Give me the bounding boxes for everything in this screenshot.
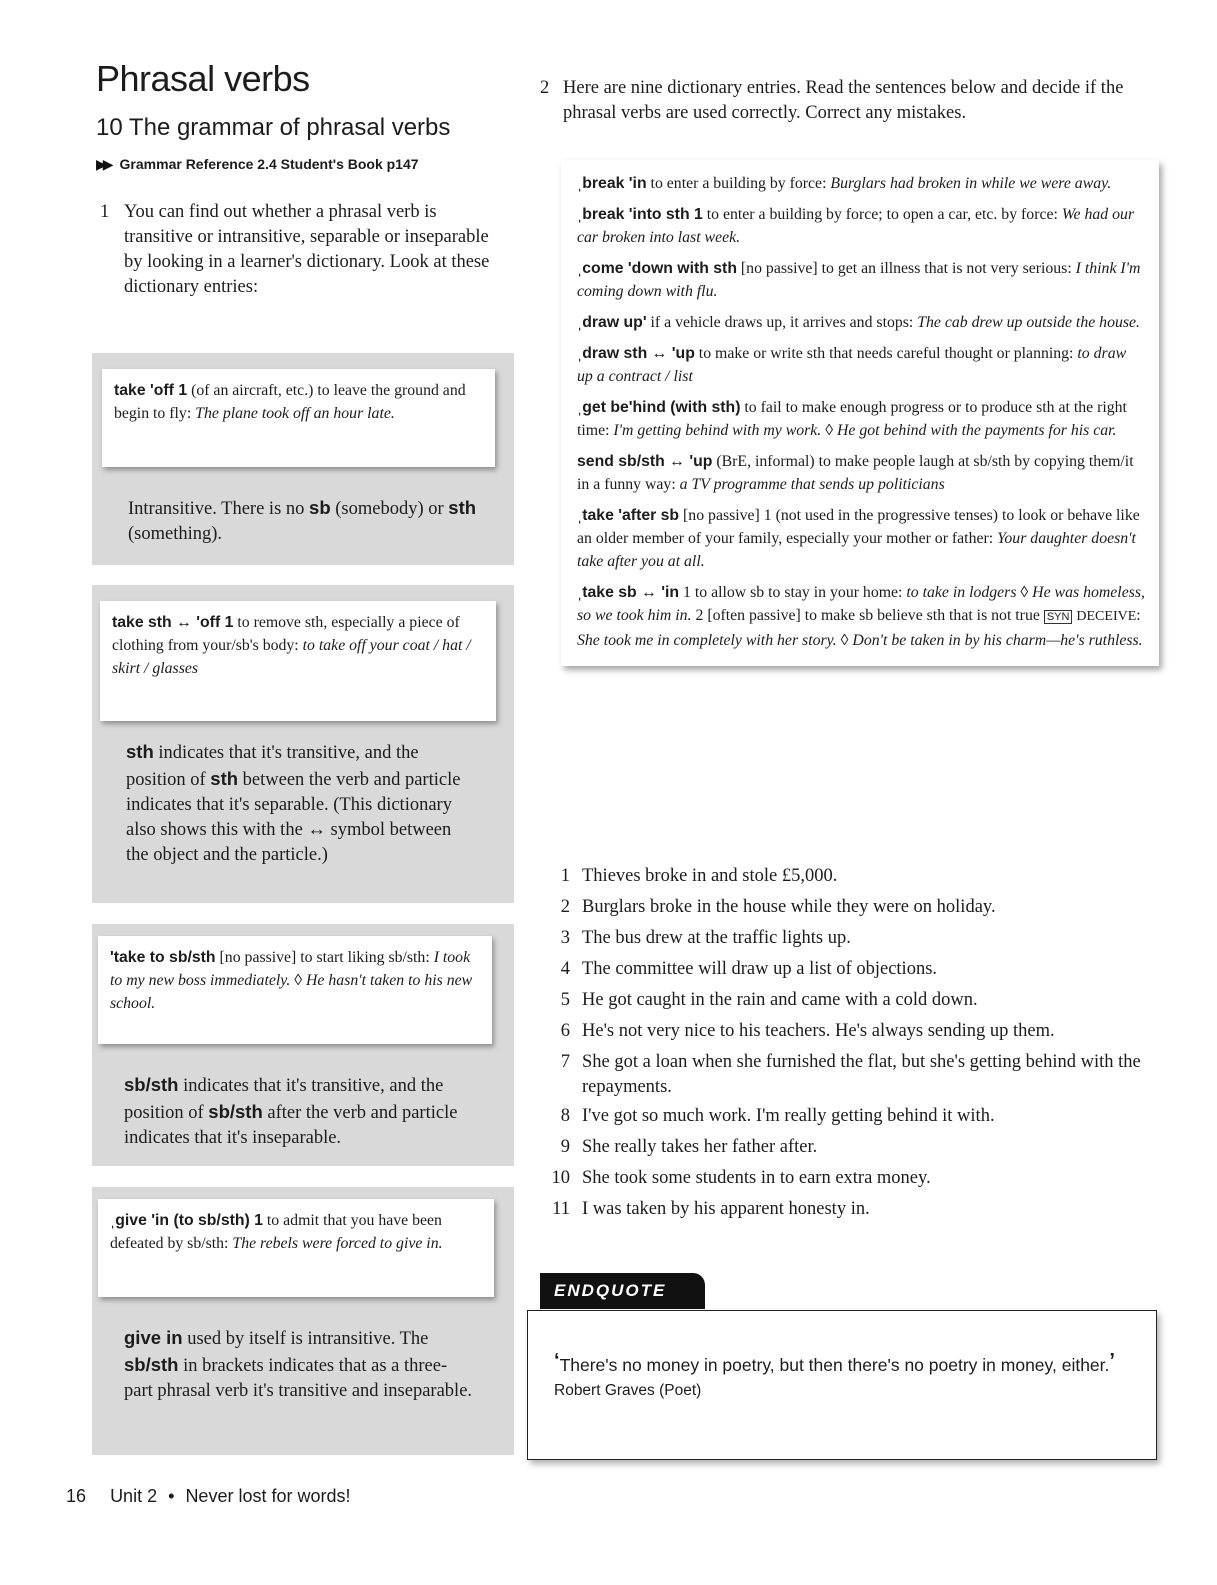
entry-definition: (BrE, informal) to make people laugh at sb/sth by copying them/it in a funny way: bbox=[577, 453, 1134, 493]
endquote-label: ENDQUOTE bbox=[540, 1273, 705, 1309]
dictionary-entry: ˌtake sb ↔ 'in 1 to allow sb to stay in your home: to take in lodgers ◊ He was homeless, so we took him in. 2 [often passive] to make sb believe sth that is not true SYN DECEIVE: She took me in completely with her story. ◊ Don't be taken in by his charm—he's ruthless. bbox=[577, 584, 1145, 649]
entry-headword: take 'off 1 bbox=[114, 382, 188, 399]
entry-headword: 'take to sb/sth bbox=[110, 949, 216, 966]
entry-headword: ˌdraw sth ↔ 'up bbox=[577, 345, 695, 362]
sentence-number: 7 bbox=[560, 1052, 570, 1072]
entry-headword: ˌcome 'down with sth bbox=[577, 260, 737, 277]
sentence-item bbox=[548, 1104, 1148, 1135]
entry-headword: ˌdraw up' bbox=[577, 314, 647, 331]
sentence-item bbox=[548, 1166, 1148, 1197]
dictionary-panel-1 bbox=[92, 353, 514, 565]
sentence-number: 1 bbox=[560, 866, 570, 886]
entry-definition: [no passive] 1 (not used in the progressive tenses) to look or behave like an older member of your family, especially your mother or father: bbox=[577, 507, 1140, 547]
sentence-number: 10 bbox=[551, 1168, 570, 1188]
sentence-text: The committee will draw up a list of objections. bbox=[582, 959, 938, 979]
sentence-item bbox=[548, 1050, 1148, 1104]
sentence-number: 6 bbox=[560, 1021, 570, 1041]
sentence-item bbox=[548, 988, 1148, 1019]
dictionary-panel-3 bbox=[92, 924, 514, 1166]
note-bold: sb bbox=[309, 497, 331, 518]
entry-definition-2: 2 [often passive] to make sb believe sth that is not true bbox=[691, 607, 1044, 624]
note-bold: sb/sth bbox=[124, 1354, 179, 1375]
sentence-text: I was taken by his apparent honesty in. bbox=[582, 1199, 870, 1219]
entry-headword: take sth ↔ 'off 1 bbox=[112, 614, 234, 631]
grammar-note bbox=[124, 1325, 474, 1404]
entry-definition: 1 to allow sb to stay in your home: bbox=[679, 584, 907, 601]
sentence-text: He's not very nice to his teachers. He's always sending up them. bbox=[582, 1021, 1055, 1041]
entry-definition: [no passive] to get an illness that is not very serious: bbox=[736, 260, 1076, 277]
close-quote-icon: ’ bbox=[1109, 1350, 1115, 1372]
sentence-number: 3 bbox=[560, 928, 570, 948]
dictionary-entry bbox=[577, 450, 1145, 496]
grammar-note bbox=[128, 495, 488, 547]
sentence-item bbox=[548, 1135, 1148, 1166]
entry-example: We had our car broken into last week. bbox=[577, 206, 1135, 246]
entry-example: The cab drew up outside the house. bbox=[917, 314, 1140, 331]
entry-definition: to enter a building by force: bbox=[646, 175, 831, 192]
entry-definition: to remove sth, especially a piece of clothing from your/sb's body: bbox=[112, 614, 460, 654]
entry-headword: ˌbreak 'in bbox=[577, 175, 647, 192]
entry-headword: ˌtake sb ↔ 'in bbox=[577, 584, 680, 601]
note-bold: sb/sth bbox=[208, 1101, 263, 1122]
dictionary-entry-card bbox=[102, 369, 495, 467]
sentence-text: The bus drew at the traffic lights up. bbox=[582, 928, 851, 948]
page-number: 16 bbox=[66, 1486, 87, 1506]
entry-headword: ˌgive 'in (to sb/sth) 1 bbox=[110, 1212, 263, 1229]
page-title: Phrasal verbs bbox=[96, 58, 310, 99]
open-quote-icon: ‘ bbox=[554, 1350, 560, 1372]
question-number: 1 bbox=[100, 202, 110, 222]
quote-text: There's no money in poetry, but then there's no poetry in money, either. bbox=[559, 1355, 1110, 1375]
double-arrow-icon: ▶▶ bbox=[96, 156, 110, 172]
sentence-item bbox=[548, 864, 1148, 895]
note-text: (somebody) or bbox=[330, 499, 449, 519]
note-bold: sth bbox=[448, 497, 477, 518]
question-text: Here are nine dictionary entries. Read the sentences below and decide if the phrasal verbs are used correctly. Correct any mistakes. bbox=[563, 78, 1124, 123]
dictionary-entry bbox=[577, 311, 1145, 334]
entry-definition: (of an aircraft, etc.) to leave the ground and begin to fly: bbox=[114, 382, 466, 422]
entry-definition: [no passive] to start liking sb/sth: bbox=[219, 949, 430, 966]
entry-example: to take off your coat / hat / skirt / glasses bbox=[112, 637, 471, 677]
sentence-item bbox=[548, 957, 1148, 988]
note-text: between the verb and particle indicates that it's separable. (This dictionary also shows this with the ↔ symbol between the object and the particle.) bbox=[126, 770, 461, 865]
synonym-word: DECEIVE bbox=[1076, 609, 1137, 624]
entry-definition: if a vehicle draws up, it arrives and stops: bbox=[646, 314, 918, 331]
sentence-number: 5 bbox=[560, 990, 570, 1010]
sentence-number: 2 bbox=[560, 897, 570, 917]
entry-headword: ˌget be'hind (with sth) bbox=[577, 399, 741, 416]
entry-headword: ˌtake 'after sb bbox=[577, 507, 680, 524]
entry-example: to draw up a contract / list bbox=[577, 345, 1127, 385]
entry-example-2: She took me in completely with her story. ◊ Don't be taken in by his charm—he's ruthless. bbox=[577, 632, 1143, 649]
note-text: indicates that it's transitive, and the position of bbox=[126, 743, 419, 790]
entry-example: Burglars had broken in while we were away. bbox=[830, 175, 1112, 192]
sentence-text: Burglars broke in the house while they were on holiday. bbox=[582, 897, 996, 917]
entry-example: The plane took off an hour late. bbox=[195, 405, 395, 422]
entry-example: Your daughter doesn't take after you at all. bbox=[577, 530, 1136, 570]
note-text: Intransitive. There is no bbox=[128, 499, 310, 519]
synonym-label: SYN bbox=[1044, 610, 1073, 624]
sentence-text: She really takes her father after. bbox=[582, 1137, 818, 1157]
entry-example: I took to my new boss immediately. ◊ He hasn't taken to his new school. bbox=[110, 949, 473, 1012]
note-text: in brackets indicates that as a three-part phrasal verb it's transitive and inseparable. bbox=[124, 1356, 473, 1401]
grammar-reference bbox=[96, 156, 419, 173]
question-2 bbox=[540, 76, 1150, 126]
grammar-note bbox=[124, 1072, 484, 1151]
sentence-list bbox=[548, 864, 1148, 1228]
sentence-number: 9 bbox=[560, 1137, 570, 1157]
entry-headword: ˌbreak 'into sth 1 bbox=[577, 206, 703, 223]
endquote-author: Robert Graves (Poet) bbox=[554, 1382, 702, 1399]
dictionary-entry-card bbox=[100, 601, 496, 721]
footer-separator: • bbox=[168, 1486, 175, 1506]
entry-example: a TV programme that sends up politicians bbox=[679, 476, 945, 493]
endquote-text bbox=[554, 1350, 1115, 1376]
sentence-number: 4 bbox=[560, 959, 570, 979]
grammar-reference-text: Grammar Reference 2.4 Student's Book p147 bbox=[119, 156, 419, 172]
sentence-item bbox=[548, 926, 1148, 957]
entry-example: to take in lodgers ◊ He was homeless, so we took him in. bbox=[577, 584, 1145, 624]
sentence-item bbox=[548, 1019, 1148, 1050]
dictionary-entry bbox=[577, 396, 1145, 442]
page-footer bbox=[66, 1486, 351, 1507]
entry-headword: send sb/sth ↔ 'up bbox=[577, 453, 713, 470]
dictionary-entry bbox=[577, 203, 1145, 249]
grammar-note bbox=[126, 739, 476, 868]
entry-definition: to admit that you have been defeated by sb/sth: bbox=[110, 1212, 442, 1252]
note-bold: give in bbox=[124, 1327, 183, 1348]
sentence-item bbox=[548, 1197, 1148, 1228]
note-bold: sth bbox=[126, 741, 154, 762]
dictionary-entry bbox=[577, 257, 1145, 303]
sentence-text: She got a loan when she furnished the flat, but she's getting behind with the repayments. bbox=[582, 1052, 1141, 1097]
note-bold: sb/sth bbox=[124, 1074, 179, 1095]
entry-definition: to enter a building by force; to open a car, etc. by force: bbox=[702, 206, 1062, 223]
sentence-text: Thieves broke in and stole £5,000. bbox=[582, 866, 838, 886]
entry-definition: to fail to make enough progress or to produce sth at the right time: bbox=[577, 399, 1127, 439]
sentence-text: She took some students in to earn extra money. bbox=[582, 1168, 931, 1188]
entry-definition: to make or write sth that needs careful thought or planning: bbox=[694, 345, 1078, 362]
unit-label: Unit 2 bbox=[110, 1486, 158, 1506]
dictionary-entry bbox=[577, 172, 1145, 195]
question-text: You can find out whether a phrasal verb is transitive or intransitive, separable or inseparable by looking in a learner's dictionary. Look at these dictionary entries: bbox=[124, 202, 490, 297]
sentence-text: I've got so much work. I'm really getting behind it with. bbox=[582, 1106, 995, 1126]
section-subtitle: 10 The grammar of phrasal verbs bbox=[96, 114, 451, 141]
sentence-text: He got caught in the rain and came with a cold down. bbox=[582, 990, 978, 1010]
dictionary-entry bbox=[577, 504, 1145, 573]
entry-example: I think I'm coming down with flu. bbox=[577, 260, 1141, 300]
dictionary-entries-card bbox=[561, 160, 1159, 666]
dictionary-panel-4 bbox=[92, 1187, 514, 1455]
note-text: used by itself is intransitive. The bbox=[182, 1329, 429, 1349]
dictionary-panel-2 bbox=[92, 585, 514, 903]
entry-example: The rebels were forced to give in. bbox=[232, 1235, 443, 1252]
sentence-item bbox=[548, 895, 1148, 926]
sentence-number: 8 bbox=[560, 1106, 570, 1126]
note-bold: sth bbox=[210, 768, 239, 789]
question-number: 2 bbox=[540, 78, 550, 98]
note-text: (something). bbox=[128, 524, 223, 544]
unit-title: Never lost for words! bbox=[185, 1486, 351, 1506]
dictionary-entry-card bbox=[98, 936, 492, 1044]
sentence-number: 11 bbox=[552, 1199, 570, 1219]
note-text: indicates that it's transitive, and the position of bbox=[124, 1076, 444, 1123]
dictionary-entry bbox=[577, 342, 1145, 388]
dictionary-entry-card bbox=[98, 1199, 494, 1297]
note-text: after the verb and particle indicates that it's inseparable. bbox=[124, 1103, 458, 1148]
entry-example: I'm getting behind with my work. ◊ He got behind with the payments for his car. bbox=[613, 422, 1117, 439]
question-1 bbox=[100, 200, 495, 300]
